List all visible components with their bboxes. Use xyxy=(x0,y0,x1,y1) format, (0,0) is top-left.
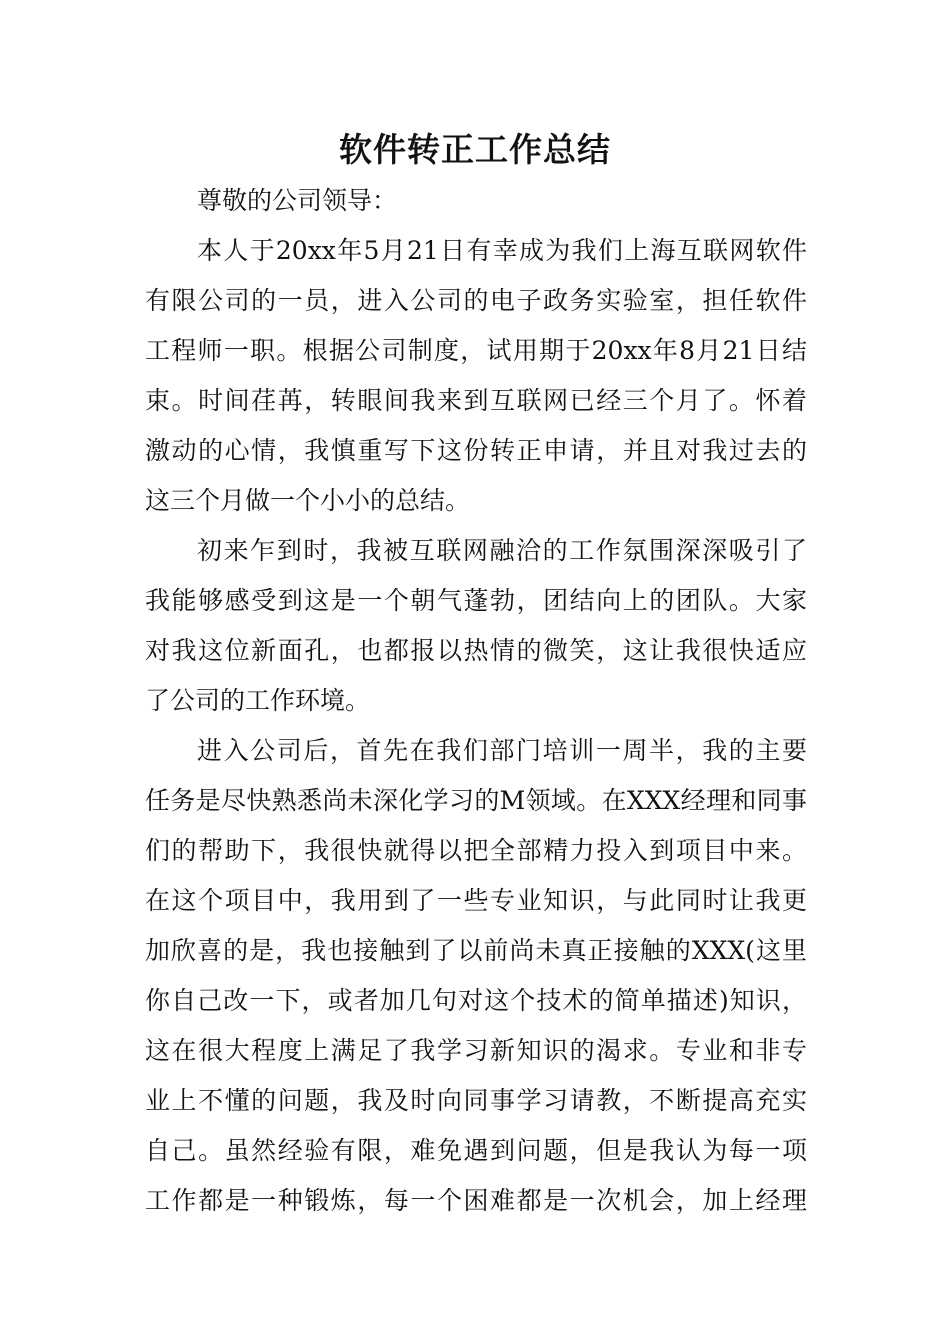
paragraph-line: 工程师一职。根据公司制度，试用期于20xx年8月21日结 xyxy=(145,336,807,365)
paragraph-line: 自己。虽然经验有限，难免遇到问题，但是我认为每一项 xyxy=(145,1136,807,1165)
paragraph-line: 加欣喜的是，我也接触到了以前尚未真正接触的XXX(这里 xyxy=(145,936,807,965)
paragraph-line: 在这个项目中，我用到了一些专业知识，与此同时让我更 xyxy=(145,886,807,915)
paragraph-line: 这三个月做一个小小的总结。 xyxy=(145,486,471,515)
paragraph-line: 你自己改一下，或者加几句对这个技术的简单描述)知识， xyxy=(145,986,807,1015)
paragraph-line: 激动的心情，我慎重写下这份转正申请，并且对我过去的 xyxy=(145,436,807,465)
paragraph-line: 有限公司的一员，进入公司的电子政务实验室，担任软件 xyxy=(145,286,807,315)
paragraph-line: 任务是尽快熟悉尚未深化学习的M领域。在XXX经理和同事 xyxy=(145,786,807,815)
paragraph-line: 我能够感受到这是一个朝气蓬勃，团结向上的团队。大家 xyxy=(145,586,807,615)
paragraph-line: 了公司的工作环境。 xyxy=(145,686,371,715)
paragraph-line: 对我这位新面孔，也都报以热情的微笑，这让我很快适应 xyxy=(145,636,807,665)
paragraph-line: 初来乍到时，我被互联网融洽的工作氛围深深吸引了 xyxy=(197,536,807,565)
salutation-line: 尊敬的公司领导： xyxy=(197,186,398,215)
paragraph-line: 束。时间荏苒，转眼间我来到互联网已经三个月了。怀着 xyxy=(145,386,807,415)
paragraph-line: 进入公司后，首先在我们部门培训一周半，我的主要 xyxy=(197,736,807,765)
paragraph-line: 工作都是一种锻炼，每一个困难都是一次机会，加上经理 xyxy=(145,1186,807,1215)
paragraph-line: 本人于20xx年5月21日有幸成为我们上海互联网软件 xyxy=(197,236,807,265)
paragraph-line: 业上不懂的问题，我及时向同事学习请教，不断提高充实 xyxy=(145,1086,807,1115)
document-body xyxy=(145,176,807,1226)
paragraph-line: 们的帮助下，我很快就得以把全部精力投入到项目中来。 xyxy=(145,836,807,865)
paragraph-line: 这在很大程度上满足了我学习新知识的渴求。专业和非专 xyxy=(145,1036,807,1065)
document-title: 软件转正工作总结 xyxy=(339,130,611,169)
